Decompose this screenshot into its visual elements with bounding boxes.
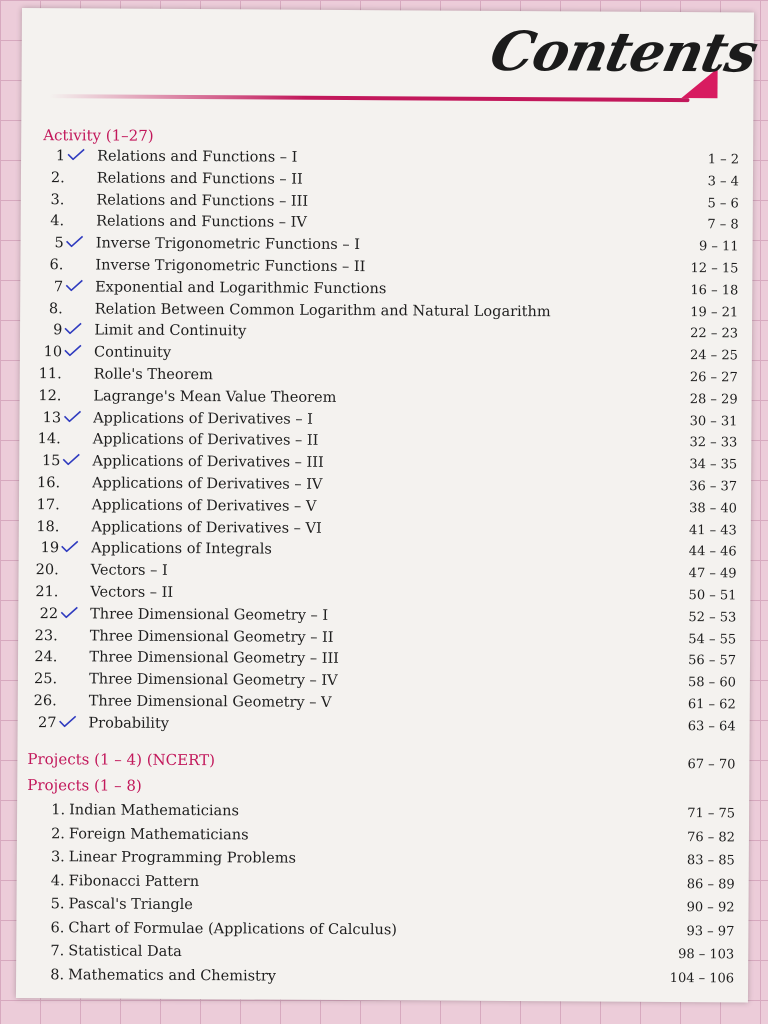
activity-item-pages: 9 – 11 (698, 239, 739, 255)
project-item-pages: 98 – 103 (678, 947, 735, 963)
activity-item-pages: 28 – 29 (689, 391, 738, 408)
activity-item-pages: 58 – 60 (687, 675, 736, 691)
activity-item-number: 19 (40, 540, 60, 557)
checkmark-icon (63, 410, 81, 422)
activity-item-number: 13 (42, 409, 62, 426)
activity-item-title: Lagrange's Mean Value Theorem (93, 388, 337, 406)
project-item-pages: 71 – 75 (687, 806, 736, 822)
activity-item-title: Continuity (94, 344, 172, 362)
activity-item-pages: 47 – 49 (688, 566, 737, 582)
activity-item-number: 9 (53, 322, 63, 339)
activity-item-pages: 5 – 6 (707, 195, 739, 211)
checkmark-icon (62, 453, 80, 465)
activity-item-number: 23. (34, 627, 58, 644)
activity-item-title: Three Dimensional Geometry – I (90, 606, 329, 624)
checkmark-icon (64, 344, 82, 356)
activity-item-pages: 52 – 53 (688, 609, 737, 626)
activity-item-title: Vectors – I (90, 562, 168, 580)
project-item (17, 849, 749, 875)
activity-item-title: Vectors – II (90, 584, 174, 601)
project-item (17, 825, 749, 851)
activity-item-number: 2. (50, 169, 65, 187)
activity-item-number: 18. (36, 518, 60, 535)
activity-item-pages: 26 – 27 (689, 370, 738, 386)
projects-heading: Projects (1 – 8) (27, 776, 142, 795)
activity-item-number: 8. (48, 300, 63, 317)
activity-item-pages: 44 – 46 (688, 544, 737, 560)
activity-item-number: 7 (53, 278, 64, 296)
project-item-number: 6. (50, 919, 65, 936)
activity-item-title: Inverse Trigonometric Functions – II (95, 257, 366, 276)
activity-item-number: 27 (37, 714, 57, 732)
checkmark-icon (66, 235, 84, 247)
activity-item-number: 20. (35, 562, 59, 579)
project-item-title: Fibonacci Pattern (68, 872, 200, 890)
activity-item-number: 24. (34, 649, 58, 666)
project-item-title: Indian Mathematicians (69, 802, 240, 820)
project-item-title: Mathematics and Chemistry (68, 966, 277, 985)
activity-item-title: Applications of Derivatives – I (93, 410, 313, 428)
activity-item-number: 12. (38, 387, 62, 405)
project-item (17, 872, 749, 898)
activity-item-title: Applications of Derivatives – V (91, 497, 317, 515)
project-item-title: Chart of Formulae (Applications of Calculus) (68, 919, 398, 938)
activity-item-pages: 34 – 35 (689, 457, 738, 473)
checkmark-icon (58, 715, 76, 727)
activity-item-number: 16. (36, 475, 61, 492)
project-item-title: Statistical Data (68, 943, 182, 960)
project-item (16, 919, 748, 945)
project-item (17, 802, 749, 828)
activity-item-title: Three Dimensional Geometry – II (89, 628, 334, 646)
project-item-pages: 86 – 89 (686, 876, 735, 892)
activity-item-title: Inverse Trigonometric Functions – I (95, 235, 361, 254)
project-item-number: 8. (50, 966, 65, 983)
activity-item-number: 21. (35, 584, 59, 601)
activity-item-title: Applications of Derivatives – IV (92, 475, 323, 493)
activity-item-pages: 41 – 43 (688, 522, 737, 538)
activity-item-title: Applications of Integrals (91, 540, 272, 558)
activity-item (18, 715, 750, 741)
activity-item-number: 26. (33, 693, 57, 710)
project-item (16, 966, 748, 992)
project-item-pages: 83 – 85 (686, 853, 735, 869)
checkmark-icon (64, 323, 82, 335)
activity-item-number: 11. (38, 366, 62, 383)
activity-item-pages: 16 – 18 (690, 282, 739, 299)
activity-item-pages: 24 – 25 (689, 348, 738, 364)
activity-item-title: Three Dimensional Geometry – IV (89, 671, 338, 690)
activity-item-number: 10 (43, 344, 63, 361)
activity-heading: Activity (1–27) (43, 126, 154, 145)
project-item-title: Linear Programming Problems (68, 849, 296, 867)
activity-item-pages: 1 – 2 (707, 152, 740, 168)
project-item (16, 896, 748, 922)
activity-item-title: Applications of Derivatives – II (92, 431, 319, 450)
checkmark-icon (61, 541, 79, 553)
activity-item-title: Limit and Continuity (94, 322, 247, 340)
activity-item-pages: 3 – 4 (707, 173, 739, 190)
project-item-title: Foreign Mathematicians (68, 825, 249, 843)
project-item-title: Pascal's Triangle (68, 896, 193, 914)
project-item-number: 5. (50, 896, 65, 913)
activity-item-pages: 61 – 62 (687, 697, 736, 713)
activity-item-pages: 54 – 55 (688, 631, 737, 647)
activity-item-pages: 7 – 8 (707, 217, 739, 233)
header-rule (49, 94, 689, 102)
activity-item-number: 15 (41, 453, 61, 470)
checkmark-icon (67, 148, 85, 160)
activity-item-number: 14. (37, 431, 61, 448)
checkmark-icon (65, 279, 83, 291)
project-item-pages: 104 – 106 (669, 970, 735, 986)
activity-item-pages: 19 – 21 (690, 304, 739, 320)
activity-item-title: Relations and Functions – IV (96, 213, 307, 232)
page-title: Contents (484, 18, 763, 85)
activity-item-number: 25. (33, 671, 58, 688)
activity-item-pages: 38 – 40 (689, 500, 738, 517)
activity-item-title: Three Dimensional Geometry – III (89, 649, 339, 668)
activity-item-title: Exponential and Logarithmic Functions (95, 279, 387, 298)
checkmark-icon (60, 606, 78, 618)
projects-ncert-heading: Projects (1 – 4) (NCERT) (27, 750, 216, 770)
activity-item-number: 1 (55, 148, 66, 165)
activity-item-pages: 12 – 15 (690, 261, 739, 277)
project-item-pages: 76 – 82 (687, 829, 735, 845)
activity-item-number: 5 (54, 235, 64, 252)
activity-item-pages: 50 – 51 (688, 588, 737, 604)
activity-item-title: Relation Between Common Logarithm and Natural Logarithm (94, 301, 551, 320)
activity-item-pages: 56 – 57 (688, 653, 737, 669)
activity-item-title: Rolle's Theorem (93, 366, 213, 384)
contents-page (16, 8, 763, 1002)
activity-item-title: Applications of Derivatives – III (92, 453, 324, 472)
activity-item-pages: 36 – 37 (689, 479, 738, 495)
project-item-number: 2. (51, 825, 66, 842)
activity-item-title: Relations and Functions – II (96, 170, 303, 188)
project-item-number: 3. (50, 849, 65, 866)
activity-item-title: Relations and Functions – III (96, 192, 309, 210)
project-item-number: 7. (50, 943, 65, 960)
activity-item-pages: 22 – 23 (690, 326, 739, 342)
project-item-pages: 93 – 97 (686, 923, 735, 939)
activity-item-number: 4. (50, 213, 65, 230)
projects-ncert-pages: 67 – 70 (687, 757, 736, 773)
activity-item-title: Three Dimensional Geometry – V (88, 693, 332, 711)
activity-item-pages: 63 – 64 (687, 718, 736, 735)
activity-item-title: Applications of Derivatives – VI (91, 519, 322, 537)
activity-item-pages: 30 – 31 (689, 413, 738, 429)
project-item (16, 943, 748, 969)
activity-item-number: 17. (36, 496, 60, 514)
project-item-number: 4. (50, 872, 65, 889)
activity-item-pages: 32 – 33 (689, 435, 738, 451)
activity-item-title: Relations and Functions – I (97, 148, 298, 166)
activity-item-number: 22 (39, 605, 59, 623)
activity-item-number: 6. (49, 257, 64, 274)
activity-item-title: Probability (88, 715, 170, 732)
project-item-number: 1. (51, 802, 66, 819)
activity-item-number: 3. (50, 191, 65, 208)
project-item-pages: 90 – 92 (686, 900, 735, 916)
